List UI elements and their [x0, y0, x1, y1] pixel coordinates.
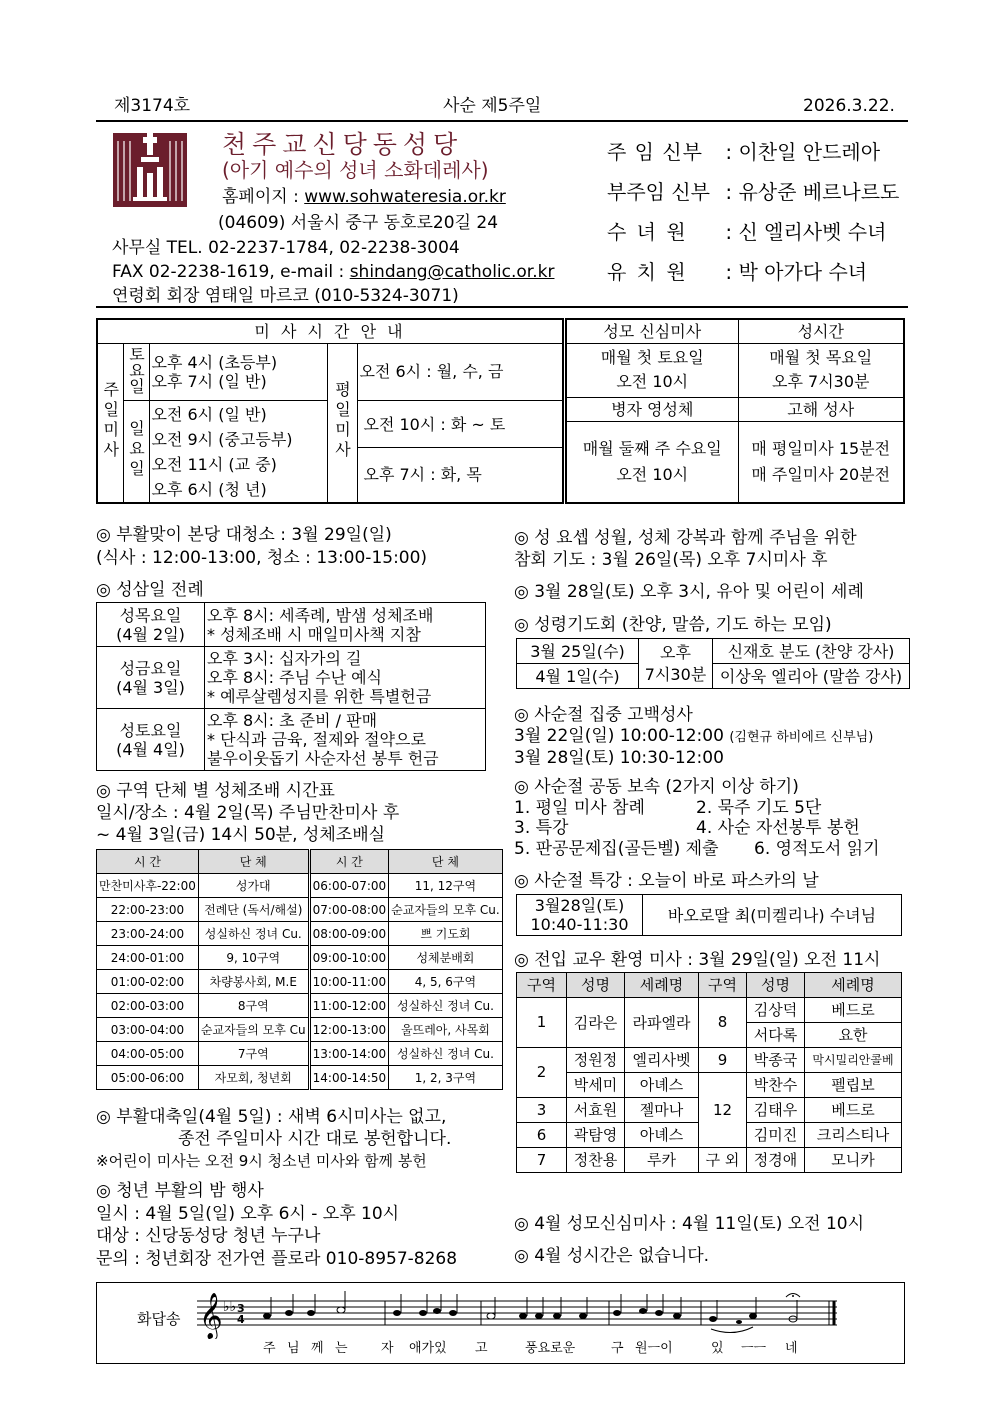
table-cell: 24:00-01:00 [97, 946, 199, 970]
office-phone: 사무실 TEL. 02-2237-1784, 02-2238-3004 [112, 238, 460, 258]
baptismal-name-cell: 베드로 [805, 1097, 902, 1122]
table-cell: 성체분배회 [389, 946, 503, 970]
name-cell: 박세미 [567, 1072, 625, 1097]
table-cell: 03:00-04:00 [97, 1018, 199, 1042]
table-row [517, 1147, 902, 1160]
table-row [97, 970, 503, 994]
table-row [97, 922, 503, 946]
baptismal-name-cell: 펠립보 [805, 1072, 902, 1097]
sat-mass-2: 오후 7시 (일 반) [151, 371, 267, 391]
table-cell: 순교자들의 모후 Cu. [389, 898, 503, 922]
baptismal-name-cell: 크리스티나 [805, 1122, 902, 1147]
table-cell: 성실하신 정녀 Cu. [389, 1042, 503, 1066]
name-cell: 박종국 [747, 1047, 805, 1072]
name-cell: 김태우 [747, 1097, 805, 1122]
name-cell: 김미진 [747, 1122, 805, 1147]
baptismal-name-cell: 아녜스 [625, 1072, 699, 1097]
table-cell: 01:00-02:00 [97, 970, 199, 994]
name-cell: 김상덕 [747, 997, 805, 1022]
name-cell: 정원정 [567, 1047, 625, 1072]
homepage-link[interactable]: www.sohwateresia.or.kr [304, 187, 506, 207]
zone-cell: 6 [517, 1122, 567, 1147]
table-row [517, 1047, 902, 1060]
staff-convent: 수 녀 원 : 신 엘리사벳 수녀 [607, 220, 887, 244]
table-row [97, 1042, 503, 1066]
weekday-mass-1: 오전 6시 : 월, 수, 금 [357, 343, 563, 400]
saturday-label: 토요일 [123, 343, 149, 400]
table-cell: 쁘 기도회 [389, 922, 503, 946]
table-cell: 12:00-13:00 [309, 1018, 389, 1042]
holy-hour-head: 성시간 [738, 319, 904, 343]
zone-cell: 3 [517, 1097, 567, 1122]
cleaning-notice: ◎ 부활맞이 본당 대청소 : 3월 29일(일) (식사 : 12:00-13:00, 청소 : 13:00-15:00) [96, 525, 428, 568]
table-cell: 9, 10구역 [198, 946, 309, 970]
baptismal-name-cell: 아녜스 [625, 1122, 699, 1147]
st-joseph-notice: ◎ 성 요셉 성월, 성체 강복과 함께 주님을 위한 참회 기도 : 3월 26일(목) 오후 7시미사 후 [514, 528, 857, 570]
table-cell: 4, 5, 6구역 [389, 970, 503, 994]
welcome-mass-title: ◎ 전입 교우 환영 미사 : 3월 29일(일) 오전 11시 [514, 950, 881, 970]
table-row [517, 997, 902, 1010]
weekday-mass-2: 오전 10시 : 화 ~ 토 [358, 401, 563, 448]
triduum-table: 성목요일 (4월 2일) 오후 8시: 세족례, 밤샘 성체조배 * 성체조배 시 매일미사책 지참 성금요일 (4월 3일) 오후 3시: 십자가의 길 오후 8시: 주님 수난 예식 * 예루살렘성지를 위한 특별헌금 성토요일 (4월 4일) 오후 8시: 초 준비 / 판매 * 단식과 금육, 절제와 절약으로 불우이웃돕기 사순자선 봉투 헌금 [96, 602, 486, 771]
psalm-music-box [96, 1282, 905, 1364]
table-cell: 8구역 [198, 994, 309, 1018]
fax-label: FAX 02-2238-1619, e-mail : [112, 262, 350, 282]
table-cell: 08:00-09:00 [309, 922, 389, 946]
staff-kindergarten: 유 치 원 : 박 아가다 수녀 [607, 260, 868, 284]
fax-email-line [112, 262, 554, 282]
table-cell: 13:00-14:00 [309, 1042, 389, 1066]
svg-text:4: 4 [237, 1313, 245, 1326]
devotion-table: 성모 신심미사 성시간 매월 첫 토요일 오전 10시 매월 첫 목요일 오후 7시30분 병자 영성체 고해 성사 매월 둘째 주 수요일 오전 10시 매 평일미사 15분전 매 주일미사 20분전 [565, 318, 905, 504]
name-cell: 김라은 [567, 997, 625, 1047]
sunday-mass-label: 주일미사 [97, 343, 123, 503]
staff-assistant: 부주임 신부 : 유상준 베르나르도 [607, 180, 900, 204]
baptismal-name-cell: 라파엘라 [625, 997, 699, 1047]
mass-time-table [96, 318, 564, 504]
header-bottom-divider [96, 306, 908, 308]
homepage-line [222, 187, 506, 207]
table-row [97, 1018, 503, 1042]
zone-cell: 2 [517, 1047, 567, 1097]
name-cell: 곽탐영 [567, 1122, 625, 1147]
table-row [97, 994, 503, 1018]
youth-event: ◎ 청년 부활의 밤 행사 일시 : 4월 5일(일) 오후 6시 - 오후 10시 대상 : 신당동성당 청년 누구나 문의 : 청년회장 전가연 플로라 010-8957-8268 [96, 1181, 458, 1269]
table-row [97, 898, 503, 922]
svg-text:♭♭: ♭♭ [223, 1299, 237, 1315]
psalm-label: 화답송 [137, 1310, 181, 1328]
easter-notice: ◎ 부활대축일(4월 5일) : 새벽 6시미사는 없고, 종전 주일미사 시간 대로 봉헌합니다. ※어린이 미사는 오전 9시 청소년 미사와 함께 봉헌 [96, 1107, 452, 1170]
name-cell: 정경애 [747, 1147, 805, 1172]
marian-mass-head: 성모 신심미사 [566, 319, 738, 343]
table-row [97, 874, 503, 898]
table-cell: 전례단 (독서/해설) [198, 898, 309, 922]
lecture-table: 3월28일(토) 10:40-11:30 바오로딸 최(미켈리나) 수녀님 [516, 894, 902, 936]
table-cell: 11, 12구역 [389, 874, 503, 898]
council-contact: 연령회 회장 염태일 마르코 (010-5324-3071) [112, 286, 459, 306]
welcome-table: 구역 성명 세례명 구역 성명 세례명 1 김라은 라파엘라 8 김상덕 베드로 서다록 요한 2 정원정 엘리사벳 9 박종국 막시밀리안콜베 박세미 아녜스 12 박찬수 펠립보 3 서효원 젤마나 김태우 베드로 6 곽탐영 아녜스 김미진 크리스티나 7 정찬용 루카 구 외 정경애 모니카 [516, 972, 902, 1173]
table-cell: 성실하신 정녀 Cu. [389, 994, 503, 1018]
table-cell: 7구역 [198, 1042, 309, 1066]
bulletin-date: 2026.3.22. [803, 96, 895, 116]
baptismal-name-cell: 모니카 [805, 1147, 902, 1172]
zone-cell: 구 외 [699, 1147, 747, 1172]
sun-mass-3: 오전 11시 (교 중) [151, 454, 277, 474]
table-cell: 성가대 [198, 874, 309, 898]
table-cell: 순교자들의 모후 Cu [198, 1018, 309, 1042]
address: (04609) 서울시 중구 동호로20길 24 [218, 213, 499, 233]
sun-mass-4: 오후 6시 (청 년) [151, 479, 267, 499]
adoration-title: ◎ 구역 단체 별 성체조배 시간표 일시/장소 : 4월 2일(목) 주님만찬미사 후 ~ 4월 3일(금) 14시 50분, 성체조배실 [96, 781, 400, 845]
table-cell: 10:00-11:00 [309, 970, 389, 994]
table-cell: 09:00-10:00 [309, 946, 389, 970]
adoration-schedule-table: 시 간 단 체 시 간 단 체 만찬미사후-22:00 성가대 06:00-07:00 11, 12구역 22:00-23:00 전례단 (독서/해설) 07:00-08:00 순교자들의 모후 Cu. 23:00-24:00 성실하신 정녀 Cu. 08:00-09:00 쁘 기도회 24:00-01:00 9, 10구역 09:00-10:00 성체분배회 01:00-02:00 차량봉사회, M.E 10:00-11:00 4, 5, 6구역 02:00-03:00 8구역 11:00-12:00 성실하신 정녀 Cu. 03:00-04:00 순교자들의 모후 Cu 12:00-13:00 울뜨레아, 사목회 04:00-05:00 7구역 13:00-14:00 성실하신 정녀 Cu. 05:00-06:00 자모회, 청년회 14:00-14:50 1, 2, 3구역 [96, 849, 503, 1090]
baptismal-name-cell: 베드로 [805, 997, 902, 1022]
zone-cell: 9 [699, 1047, 747, 1072]
music-staff [197, 1289, 837, 1339]
svg-text:𝄞: 𝄞 [199, 1293, 223, 1339]
table-cell: 자모회, 청년회 [198, 1066, 309, 1090]
homepage-label: 홈페이지 : [222, 187, 305, 207]
lecture-speaker: 바오로딸 최(미켈리나) 수녀님 [643, 895, 902, 936]
table-cell: 14:00-14:50 [309, 1066, 389, 1090]
sat-mass-1: 오후 4시 (초등부) [151, 352, 278, 372]
spirit-prayer-title: ◎ 성령기도회 (찬양, 말씀, 기도 하는 모임) [514, 615, 832, 635]
email-link[interactable]: shindang@catholic.or.kr [349, 262, 555, 282]
sick-communion-head: 병자 영성체 [566, 397, 738, 421]
issue-number: 제3174호 [114, 96, 191, 116]
table-cell: 02:00-03:00 [97, 994, 199, 1018]
patron-saint: (아기 예수의 성녀 소화데레사) [222, 158, 489, 182]
table-row [97, 946, 503, 970]
name-cell: 정찬용 [567, 1147, 625, 1172]
weekday-mass-3: 오후 7시 : 화, 목 [363, 465, 482, 485]
sun-mass-1: 오전 6시 (일 반) [151, 404, 267, 424]
table-cell: 23:00-24:00 [97, 922, 199, 946]
svg-text:3: 3 [237, 1302, 245, 1315]
sunday-label: 일요일 [123, 401, 149, 503]
weekday-mass-label: 평일미사 [327, 343, 357, 503]
table-cell: 만찬미사후-22:00 [97, 874, 199, 898]
marian-mass-notice: ◎ 4월 성모신심미사 : 4월 11일(토) 오전 10시 [514, 1214, 865, 1234]
psalm-lyrics: 주 님 께 는 자 애가있 고 풍요로운 구 원ㅡ이 있 ㅡㅡ 네 [263, 1341, 798, 1356]
zone-cell: 8 [699, 997, 747, 1047]
table-row [97, 1066, 503, 1090]
lecture-title: ◎ 사순절 특강 : 오늘이 바로 파스카의 날 [514, 871, 819, 891]
header-divider [96, 120, 908, 122]
baptismal-name-cell: 젤마나 [625, 1097, 699, 1122]
holy-hour-notice: ◎ 4월 성시간은 없습니다. [514, 1246, 710, 1266]
name-cell: 서효원 [567, 1097, 625, 1122]
table-cell: 04:00-05:00 [97, 1042, 199, 1066]
zone-cell: 7 [517, 1147, 567, 1172]
table-cell: 차량봉사회, M.E [198, 970, 309, 994]
staff-pastor: 주 임 신부 : 이찬일 안드레아 [607, 140, 881, 164]
baptismal-name-cell: 엘리사벳 [625, 1047, 699, 1072]
table-cell: 22:00-23:00 [97, 898, 199, 922]
table-cell: 11:00-12:00 [309, 994, 389, 1018]
mass-table-title: 미 사 시 간 안 내 [97, 319, 563, 343]
confession-notice: ◎ 사순절 집중 고백성사 3월 22일(일) 10:00-12:00 (김현규 하비에르 신부님) 3월 28일(토) 10:30-12:00 [514, 705, 874, 768]
zone-cell: 1 [517, 997, 567, 1047]
table-cell: 성실하신 정녀 Cu. [198, 922, 309, 946]
liturgical-week: 사순 제5주일 [443, 96, 542, 116]
lent-practice: ◎ 사순절 공동 보속 (2가지 이상 하기) 1. 평일 미사 참례 2. 묵주 기도 5단 3. 특강 4. 사순 자선봉투 봉헌 5. 판공문제집(골든벨) 제출 6. 영적도서 읽기 [514, 777, 880, 859]
name-cell: 박찬수 [747, 1072, 805, 1097]
confession-head: 고해 성사 [738, 397, 904, 421]
baptismal-name-cell: 요한 [805, 1022, 902, 1047]
baptism-notice: ◎ 3월 28일(토) 오후 3시, 유아 및 어린이 세례 [514, 582, 864, 602]
sun-mass-2: 오전 9시 (중고등부) [151, 429, 293, 449]
baptismal-name-cell: 루카 [625, 1147, 699, 1172]
table-row [517, 1072, 902, 1085]
name-cell: 서다록 [747, 1022, 805, 1047]
baptismal-name-cell: 막시밀리안콜베 [805, 1047, 902, 1072]
parish-name: 천주교신당동성당 [222, 130, 464, 159]
spirit-prayer-table: 3월 25일(수) 오후 7시30분 신재호 분도 (찬양 강사) 4월 1일(수) 이상욱 엘리아 (말씀 강사) [516, 638, 910, 689]
table-cell: 1, 2, 3구역 [389, 1066, 503, 1090]
table-cell: 05:00-06:00 [97, 1066, 199, 1090]
table-cell: 07:00-08:00 [309, 898, 389, 922]
table-cell: 울뜨레아, 사목회 [389, 1018, 503, 1042]
table-cell: 06:00-07:00 [309, 874, 389, 898]
triduum-title: ◎ 성삼일 전례 [96, 580, 204, 600]
church-logo [113, 133, 187, 207]
zone-cell: 12 [699, 1072, 747, 1147]
